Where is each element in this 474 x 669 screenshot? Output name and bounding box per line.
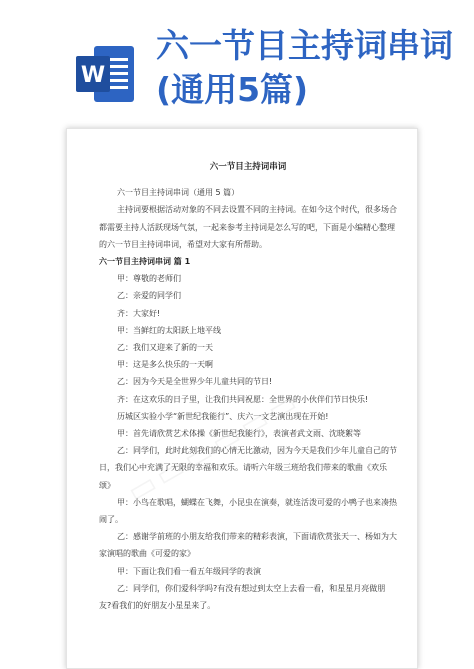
dialogue-line: 乙：我们又迎来了新的一天 [117, 343, 213, 353]
document-page [66, 128, 418, 669]
dialogue-line: 甲：尊敬的老师们 [117, 274, 181, 284]
intro-paragraph: 主持词要根据活动对象的不同去设置不同的主持词。在如今这个时代，很多场合都需要主持人活跃现场气氛，一起来参考主持词是怎么写的吧，下面是小编精心整理的六一节目主持词串词，希望对大家有所帮助。 [99, 205, 397, 249]
svg-text:W: W [80, 63, 106, 88]
dialogue-line: 甲：当鲜红的太阳跃上地平线 [117, 325, 221, 335]
dialogue-paragraph: 甲：下面让我们看一看五年级同学的表演 [117, 566, 261, 576]
dialogue-paragraph: 乙：感谢学前班的小朋友给我们带来的精彩表演，下面请欣赏张天一、杨如为大家演唱的歌曲《可爱的家》 [99, 532, 397, 559]
dialogue-line: 甲：这是多么快乐的一天啊 [117, 360, 213, 370]
document-banner [0, 0, 474, 120]
document-heading: 六一节目主持词串词 [209, 162, 287, 172]
dialogue-line: 乙：亲爱的同学们 [117, 291, 181, 301]
document-body [99, 159, 397, 614]
dialogue-paragraph: 甲：小鸟在歌唱，蝴蝶在飞舞，小昆虫在演奏，就连活泼可爱的小鸭子也来凑热闹了。 [99, 497, 397, 525]
dialogue-paragraph: 齐：在这欢乐的日子里，让我们共同祝愿：全世界的小伙伴们节日快乐! [117, 394, 369, 404]
dialogue-paragraph: 历城区实验小学“新世纪我能行”、庆六一文艺演出现在开始! [117, 411, 329, 421]
dialogue-line: 乙：因为今天是全世界少年儿童共同的节日! [117, 377, 273, 387]
banner-title: 六一节目主持词串词(通用5篇) [156, 26, 453, 109]
dialogue-paragraph: 甲：首先请欣赏艺术体操《新世纪我能行》，表演者武文雨、沈晓絮等 [117, 429, 361, 439]
dialogue-line: 齐：大家好! [117, 308, 161, 318]
section-heading: 六一节目主持词串词 篇 1 [99, 257, 191, 267]
dialogue-paragraph: 乙：同学们，你们爱科学吗?有没有想过到太空上去看一看，和星星月亮做朋友?看我们的好朋友小星星来了。 [99, 583, 386, 611]
dialogue-paragraph: 乙：同学们，此时此刻我们的心情无比激动，因为今天是我们少年儿童自己的节日，我们心中充满了无限的幸福和欢乐。请听六年级三班给我们带来的歌曲《欢乐颂》 [99, 446, 397, 490]
document-subtitle: 六一节目主持词串词（通用 5 篇） [117, 188, 240, 198]
word-document-icon [74, 44, 136, 104]
